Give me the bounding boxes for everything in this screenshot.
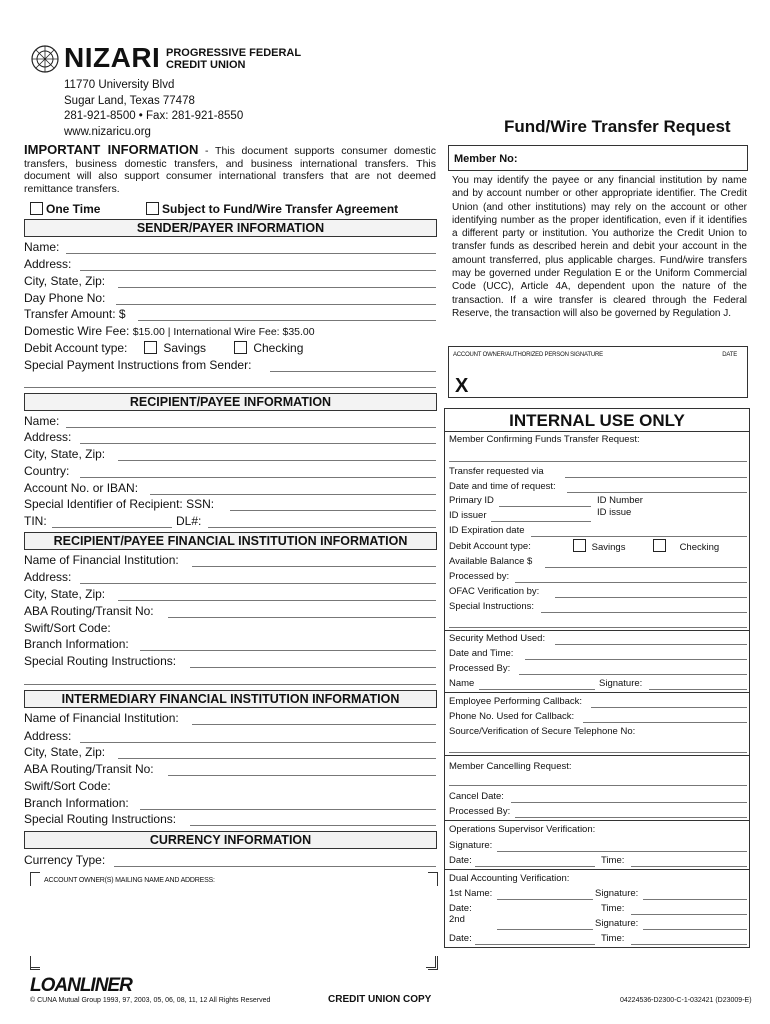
intermediary-name-label: Name of Financial Institution:: [24, 711, 179, 725]
cancel-date-label: Cancel Date:: [449, 791, 504, 802]
date-time-request-label: Date and time of request:: [449, 481, 556, 492]
id-issue-label: ID issue: [597, 507, 632, 518]
security-name-label: Name: [449, 678, 475, 689]
credit-union-address: 11770 University Blvd Sugar Land, Texas 77478 281-921-8500 • Fax: 281-921-8550 www.nizaricu.org: [64, 79, 244, 138]
recipient-country-field[interactable]: [80, 477, 436, 478]
security-date-time-field[interactable]: [525, 659, 747, 660]
recipient-dl-field[interactable]: [208, 527, 436, 528]
cancel-date-field[interactable]: [511, 802, 747, 803]
member-cancelling-field[interactable]: [449, 785, 747, 786]
currency-type-label: Currency Type:: [24, 853, 106, 867]
recipient-dl-label: DL#:: [176, 514, 202, 528]
intermediary-name-field[interactable]: [192, 724, 436, 725]
debit-account-type-label: Debit Account type:: [24, 341, 128, 355]
internal-checking-option[interactable]: Checking: [653, 539, 719, 553]
security-processed-by-label: Processed By:: [449, 663, 511, 674]
dual-first-name-label: 1st Name:: [449, 888, 493, 899]
recipient-fi-aba-field[interactable]: [168, 617, 436, 618]
sender-savings-checkbox[interactable]: [144, 341, 157, 354]
dual-first-time-field[interactable]: [631, 914, 747, 915]
intermediary-address-label: Address:: [24, 729, 72, 743]
ops-date-field[interactable]: [475, 866, 595, 867]
important-information: IMPORTANT INFORMATION - This document supports consumer domestic transfers, business domestic transfers, and business international transfers. This document will also support consumer international transfers that are not deemed remittance transfers.: [24, 142, 436, 195]
transfer-amount-field[interactable]: [138, 320, 436, 321]
member-confirming-field[interactable]: [449, 461, 747, 462]
page-corner-right: [426, 956, 436, 968]
ops-time-label: Time:: [601, 855, 625, 866]
dual-second-signature-field[interactable]: [643, 929, 747, 930]
available-balance-field[interactable]: [545, 567, 747, 568]
sender-savings-option[interactable]: Savings: [144, 341, 206, 355]
recipient-ssn-label: Special Identifier of Recipient: SSN:: [24, 497, 215, 511]
sender-checking-option[interactable]: Checking: [234, 341, 303, 355]
signature-box[interactable]: [448, 346, 748, 398]
cancel-processed-by-label: Processed By:: [449, 806, 511, 817]
intermediary-city-field[interactable]: [118, 758, 436, 759]
recipient-address-field[interactable]: [80, 443, 436, 444]
recipient-fi-city-field[interactable]: [118, 600, 436, 601]
dual-verification-label: Dual Accounting Verification:: [449, 873, 570, 884]
signature-label: ACCOUNT OWNER/AUTHORIZED PERSON SIGNATURE: [453, 352, 603, 358]
recipient-fi-aba-label: ABA Routing/Transit No:: [24, 604, 154, 618]
processed-by-field[interactable]: [515, 582, 747, 583]
recipient-fi-address-label: Address:: [24, 570, 72, 584]
intermediary-swift-label: Swift/Sort Code:: [24, 779, 111, 793]
ops-signature-field[interactable]: [497, 851, 747, 852]
special-instructions-field-2[interactable]: [449, 627, 747, 628]
intermediary-aba-label: ABA Routing/Transit No:: [24, 762, 154, 776]
secure-phone-source-label: Source/Verification of Secure Telephone No:: [449, 726, 636, 737]
subject-agreement-checkbox[interactable]: [146, 202, 159, 215]
internal-checking-checkbox[interactable]: [653, 539, 666, 552]
logo-name: NIZARI: [64, 42, 161, 73]
intermediary-aba-field[interactable]: [168, 775, 436, 776]
id-issuer-label: ID issuer: [449, 510, 487, 521]
logo-subtitle: PROGRESSIVE FEDERAL CREDIT UNION: [166, 47, 302, 71]
recipient-city-field[interactable]: [118, 460, 436, 461]
internal-use-heading: INTERNAL USE ONLY: [509, 411, 685, 430]
transfer-requested-via-label: Transfer requested via: [449, 466, 544, 477]
intermediary-branch-label: Branch Information:: [24, 796, 129, 810]
special-payment-label: Special Payment Instructions from Sender:: [24, 358, 252, 372]
dual-first-date-label: Date:: [449, 903, 472, 914]
page-corner-left: [30, 956, 40, 968]
dual-first-signature-label: Signature:: [595, 888, 639, 899]
dual-first-name-field[interactable]: [497, 899, 593, 900]
recipient-fi-routing-field-2[interactable]: [24, 684, 436, 685]
dual-first-time-label: Time:: [601, 903, 625, 914]
transfer-requested-via-field[interactable]: [565, 477, 747, 478]
recipient-country-label: Country:: [24, 464, 70, 478]
signature-date-label: DATE: [722, 352, 737, 358]
copyright-text: © CUNA Mutual Group 1993, 97, 2003, 05, 06, 08, 11, 12 All Rights Reserved: [30, 997, 271, 1004]
dual-first-signature-field[interactable]: [643, 899, 747, 900]
member-cancelling-label: Member Cancelling Request:: [449, 761, 572, 772]
dual-second-time-field[interactable]: [631, 944, 747, 945]
special-payment-field[interactable]: [270, 371, 436, 372]
recipient-fi-swift-label: Swift/Sort Code:: [24, 621, 111, 635]
recipient-fi-city-label: City, State, Zip:: [24, 587, 106, 601]
authorization-text: You may identify the payee or any financial institution by name and by account number or other appropriate identifier. The Credit Union (and other institutions) may rely on the account or other identifying number as the proper identification, even if it identifies a different party or institution. You authorize the Credit Union to transfer funds as described herein and debit your account in the amount transferred, plus applicable charges. Fund/wire transfers may be governed under Regulation E or the Uniform Commercial Code (UCC), Article 4A, dependent upon the nature of the transaction. If a wire transfer is cleared through the Federal Reserve, the transaction will also be governed by Regulation J.: [452, 175, 747, 319]
id-expiration-field[interactable]: [531, 536, 747, 537]
credit-union-copy-label: CREDIT UNION COPY: [328, 994, 432, 1005]
sender-name-field[interactable]: [66, 253, 436, 254]
signature-x-mark: X: [455, 375, 469, 397]
sender-checking-checkbox[interactable]: [234, 341, 247, 354]
ops-date-label: Date:: [449, 855, 472, 866]
wire-fee-label: Domestic Wire Fee: $15.00 | International Wire Fee: $35.00: [24, 324, 315, 338]
mailing-address-box[interactable]: [30, 872, 438, 970]
sender-address-label: Address:: [24, 257, 72, 271]
available-balance-label: Available Balance $: [449, 556, 533, 567]
dual-second-date-label: Date:: [449, 933, 472, 944]
recipient-tin-field[interactable]: [52, 527, 172, 528]
recipient-fi-name-field[interactable]: [192, 566, 436, 567]
intermediary-routing-label: Special Routing Instructions:: [24, 812, 177, 826]
security-date-time-label: Date and Time:: [449, 648, 514, 659]
special-instructions-label: Special Instructions:: [449, 601, 535, 612]
form-code: 04224536-D2300-C-1-032421 (D23009-E): [620, 997, 752, 1004]
ops-signature-label: Signature:: [449, 840, 493, 851]
recipient-fi-section-heading: RECIPIENT/PAYEE FINANCIAL INSTITUTION INFORMATION: [24, 532, 437, 550]
dual-second-signature-label: Signature:: [595, 918, 639, 929]
mailing-address-label: ACCOUNT OWNER(S) MAILING NAME AND ADDRESS:: [44, 877, 215, 884]
security-method-label: Security Method Used:: [449, 633, 546, 644]
id-number-label: ID Number: [597, 495, 643, 506]
ofac-verification-field[interactable]: [555, 597, 747, 598]
callback-employee-label: Employee Performing Callback:: [449, 696, 583, 707]
internal-use-panel: [444, 408, 750, 948]
security-name-field[interactable]: [479, 689, 595, 690]
dual-second-time-label: Time:: [601, 933, 625, 944]
security-signature-label: Signature:: [599, 678, 643, 689]
callback-employee-field[interactable]: [591, 707, 747, 708]
special-instructions-field[interactable]: [541, 612, 747, 613]
intermediary-city-label: City, State, Zip:: [24, 745, 106, 759]
security-method-field[interactable]: [555, 644, 747, 645]
primary-id-label: Primary ID: [449, 495, 494, 506]
cancel-processed-by-field[interactable]: [515, 817, 747, 818]
recipient-fi-routing-label: Special Routing Instructions:: [24, 654, 177, 668]
internal-savings-option[interactable]: Savings: [573, 539, 625, 553]
recipient-name-field[interactable]: [66, 427, 436, 428]
recipient-fi-branch-label: Branch Information:: [24, 637, 129, 651]
recipient-account-field[interactable]: [150, 494, 436, 495]
intermediary-routing-field[interactable]: [190, 825, 436, 826]
recipient-tin-label: TIN:: [24, 514, 47, 528]
recipient-account-label: Account No. or IBAN:: [24, 481, 139, 495]
recipient-fi-name-label: Name of Financial Institution:: [24, 553, 179, 567]
security-signature-field[interactable]: [649, 689, 747, 690]
internal-savings-checkbox[interactable]: [573, 539, 586, 552]
intermediary-address-field[interactable]: [80, 742, 436, 743]
recipient-fi-routing-field[interactable]: [190, 667, 436, 668]
sender-city-field[interactable]: [118, 287, 436, 288]
recipient-section-heading: RECIPIENT/PAYEE INFORMATION: [24, 393, 437, 411]
form-title: Fund/Wire Transfer Request: [504, 117, 731, 136]
id-expiration-label: ID Expiration date: [449, 525, 525, 536]
dual-second-label: 2nd: [449, 914, 465, 925]
one-time-checkbox[interactable]: [30, 202, 43, 215]
callback-phone-label: Phone No. Used for Callback:: [449, 711, 575, 722]
callback-phone-field[interactable]: [583, 722, 747, 723]
intermediary-branch-field[interactable]: [140, 809, 436, 810]
credit-union-logo-icon: [30, 44, 60, 74]
ops-verification-label: Operations Supervisor Verification:: [449, 824, 596, 835]
transfer-amount-label: Transfer Amount: $: [24, 307, 126, 321]
ops-time-field[interactable]: [631, 866, 747, 867]
one-time-option[interactable]: One Time: [30, 202, 100, 216]
loanliner-logo: LOANLINER: [30, 975, 132, 996]
subject-agreement-option[interactable]: Subject to Fund/Wire Transfer Agreement: [146, 202, 398, 216]
sender-name-label: Name:: [24, 240, 60, 254]
member-number-label: Member No:: [454, 153, 518, 165]
recipient-name-label: Name:: [24, 414, 60, 428]
date-time-request-field[interactable]: [567, 492, 747, 493]
recipient-address-label: Address:: [24, 430, 72, 444]
sender-phone-label: Day Phone No:: [24, 291, 106, 305]
recipient-fi-branch-field[interactable]: [140, 650, 436, 651]
sender-phone-field[interactable]: [116, 304, 436, 305]
currency-section-heading: CURRENCY INFORMATION: [24, 831, 437, 849]
recipient-city-label: City, State, Zip:: [24, 447, 106, 461]
sender-address-field[interactable]: [80, 270, 436, 271]
sender-city-label: City, State, Zip:: [24, 274, 106, 288]
secure-phone-source-field[interactable]: [449, 752, 747, 753]
id-issuer-field[interactable]: [491, 521, 591, 522]
processed-by-label: Processed by:: [449, 571, 510, 582]
security-processed-by-field[interactable]: [519, 674, 747, 675]
special-payment-field-2[interactable]: [24, 387, 436, 388]
dual-second-date-field[interactable]: [475, 944, 595, 945]
intermediary-section-heading: INTERMEDIARY FINANCIAL INSTITUTION INFORMATION: [24, 690, 437, 708]
internal-debit-type-label: Debit Account type:: [449, 541, 531, 552]
member-number-field[interactable]: [448, 145, 748, 171]
dual-second-name-field[interactable]: [497, 929, 593, 930]
ofac-verification-label: OFAC Verification by:: [449, 586, 540, 597]
recipient-ssn-field[interactable]: [230, 510, 436, 511]
currency-type-field[interactable]: [114, 866, 436, 867]
member-confirming-label: Member Confirming Funds Transfer Request:: [449, 434, 640, 445]
sender-section-heading: SENDER/PAYER INFORMATION: [24, 219, 437, 237]
recipient-fi-address-field[interactable]: [80, 583, 436, 584]
primary-id-field[interactable]: [499, 506, 591, 507]
